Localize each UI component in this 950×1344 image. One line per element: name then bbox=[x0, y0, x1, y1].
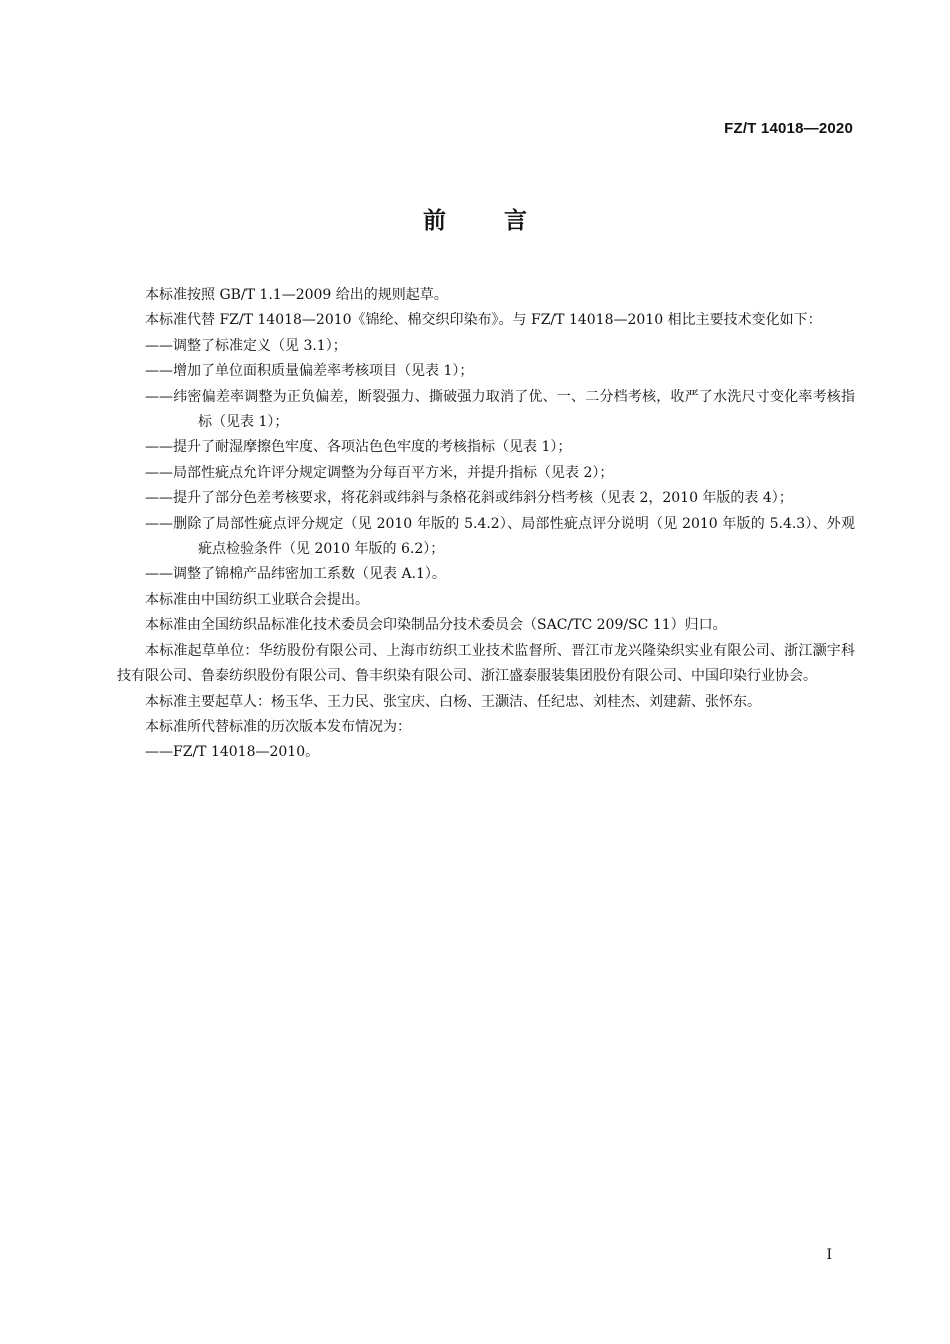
page-number: I bbox=[826, 1247, 832, 1263]
change-item: ——纬密偏差率调整为正负偏差，断裂强力、撕破强力取消了优、一、二分档考核，收严了水洗尺寸变化率考核指标（见表 1）； bbox=[145, 388, 855, 431]
history-item: ——FZ/T 14018—2010。 bbox=[145, 744, 320, 761]
paragraph-drafting-units: 本标准起草单位：华纺股份有限公司、上海市纺织工业技术监督所、晋江市龙兴隆染织实业有限公司、浙江灏宇科技有限公司、鲁泰纺织股份有限公司、鲁丰织染有限公司、浙江盛泰服装集团股份有限公司、中国印染行业协会。 bbox=[117, 642, 855, 685]
change-item: ——提升了部分色差考核要求，将花斜或纬斜与条格花斜或纬斜分档考核（见表 2，2010 年版的表 4）； bbox=[145, 490, 793, 507]
change-item: ——调整了锦棉产品纬密加工系数（见表 A.1）。 bbox=[145, 566, 446, 583]
change-item: ——调整了标准定义（见 3.1）； bbox=[145, 337, 347, 354]
foreword-body bbox=[117, 283, 855, 766]
paragraph-replacement: 本标准代替 FZ/T 14018—2010《锦纶、棉交织印染布》。与 FZ/T 14018—2010 相比主要技术变化如下： bbox=[145, 312, 822, 329]
paragraph-proposer: 本标准由中国纺织工业联合会提出。 bbox=[145, 591, 369, 608]
standard-number: FZ/T 14018—2020 bbox=[724, 120, 853, 137]
page-title: 前言 bbox=[423, 208, 585, 234]
paragraph-committee: 本标准由全国纺织品标准化技术委员会印染制品分技术委员会（SAC/TC 209/SC 11）归口。 bbox=[145, 617, 727, 634]
change-item: ——增加了单位面积质量偏差率考核项目（见表 1）； bbox=[145, 363, 474, 380]
change-item: ——局部性疵点允许评分规定调整为分每百平方米，并提升指标（见表 2）； bbox=[145, 464, 614, 481]
change-item: ——提升了耐湿摩擦色牢度、各项沾色色牢度的考核指标（见表 1）； bbox=[145, 439, 572, 456]
paragraph-history-intro: 本标准所代替标准的历次版本发布情况为： bbox=[145, 718, 411, 735]
change-item: ——删除了局部性疵点评分规定（见 2010 年版的 5.4.2）、局部性疵点评分说明（见 2010 年版的 5.4.3）、外观疵点检验条件（见 2010 年版的 6.2）； bbox=[145, 515, 855, 558]
paragraph-drafters: 本标准主要起草人：杨玉华、王力民、张宝庆、白杨、王灏洁、任纪忠、刘桂杰、刘建薪、张怀东。 bbox=[145, 693, 761, 710]
paragraph-drafting-rules: 本标准按照 GB/T 1.1—2009 给出的规则起草。 bbox=[145, 287, 448, 303]
